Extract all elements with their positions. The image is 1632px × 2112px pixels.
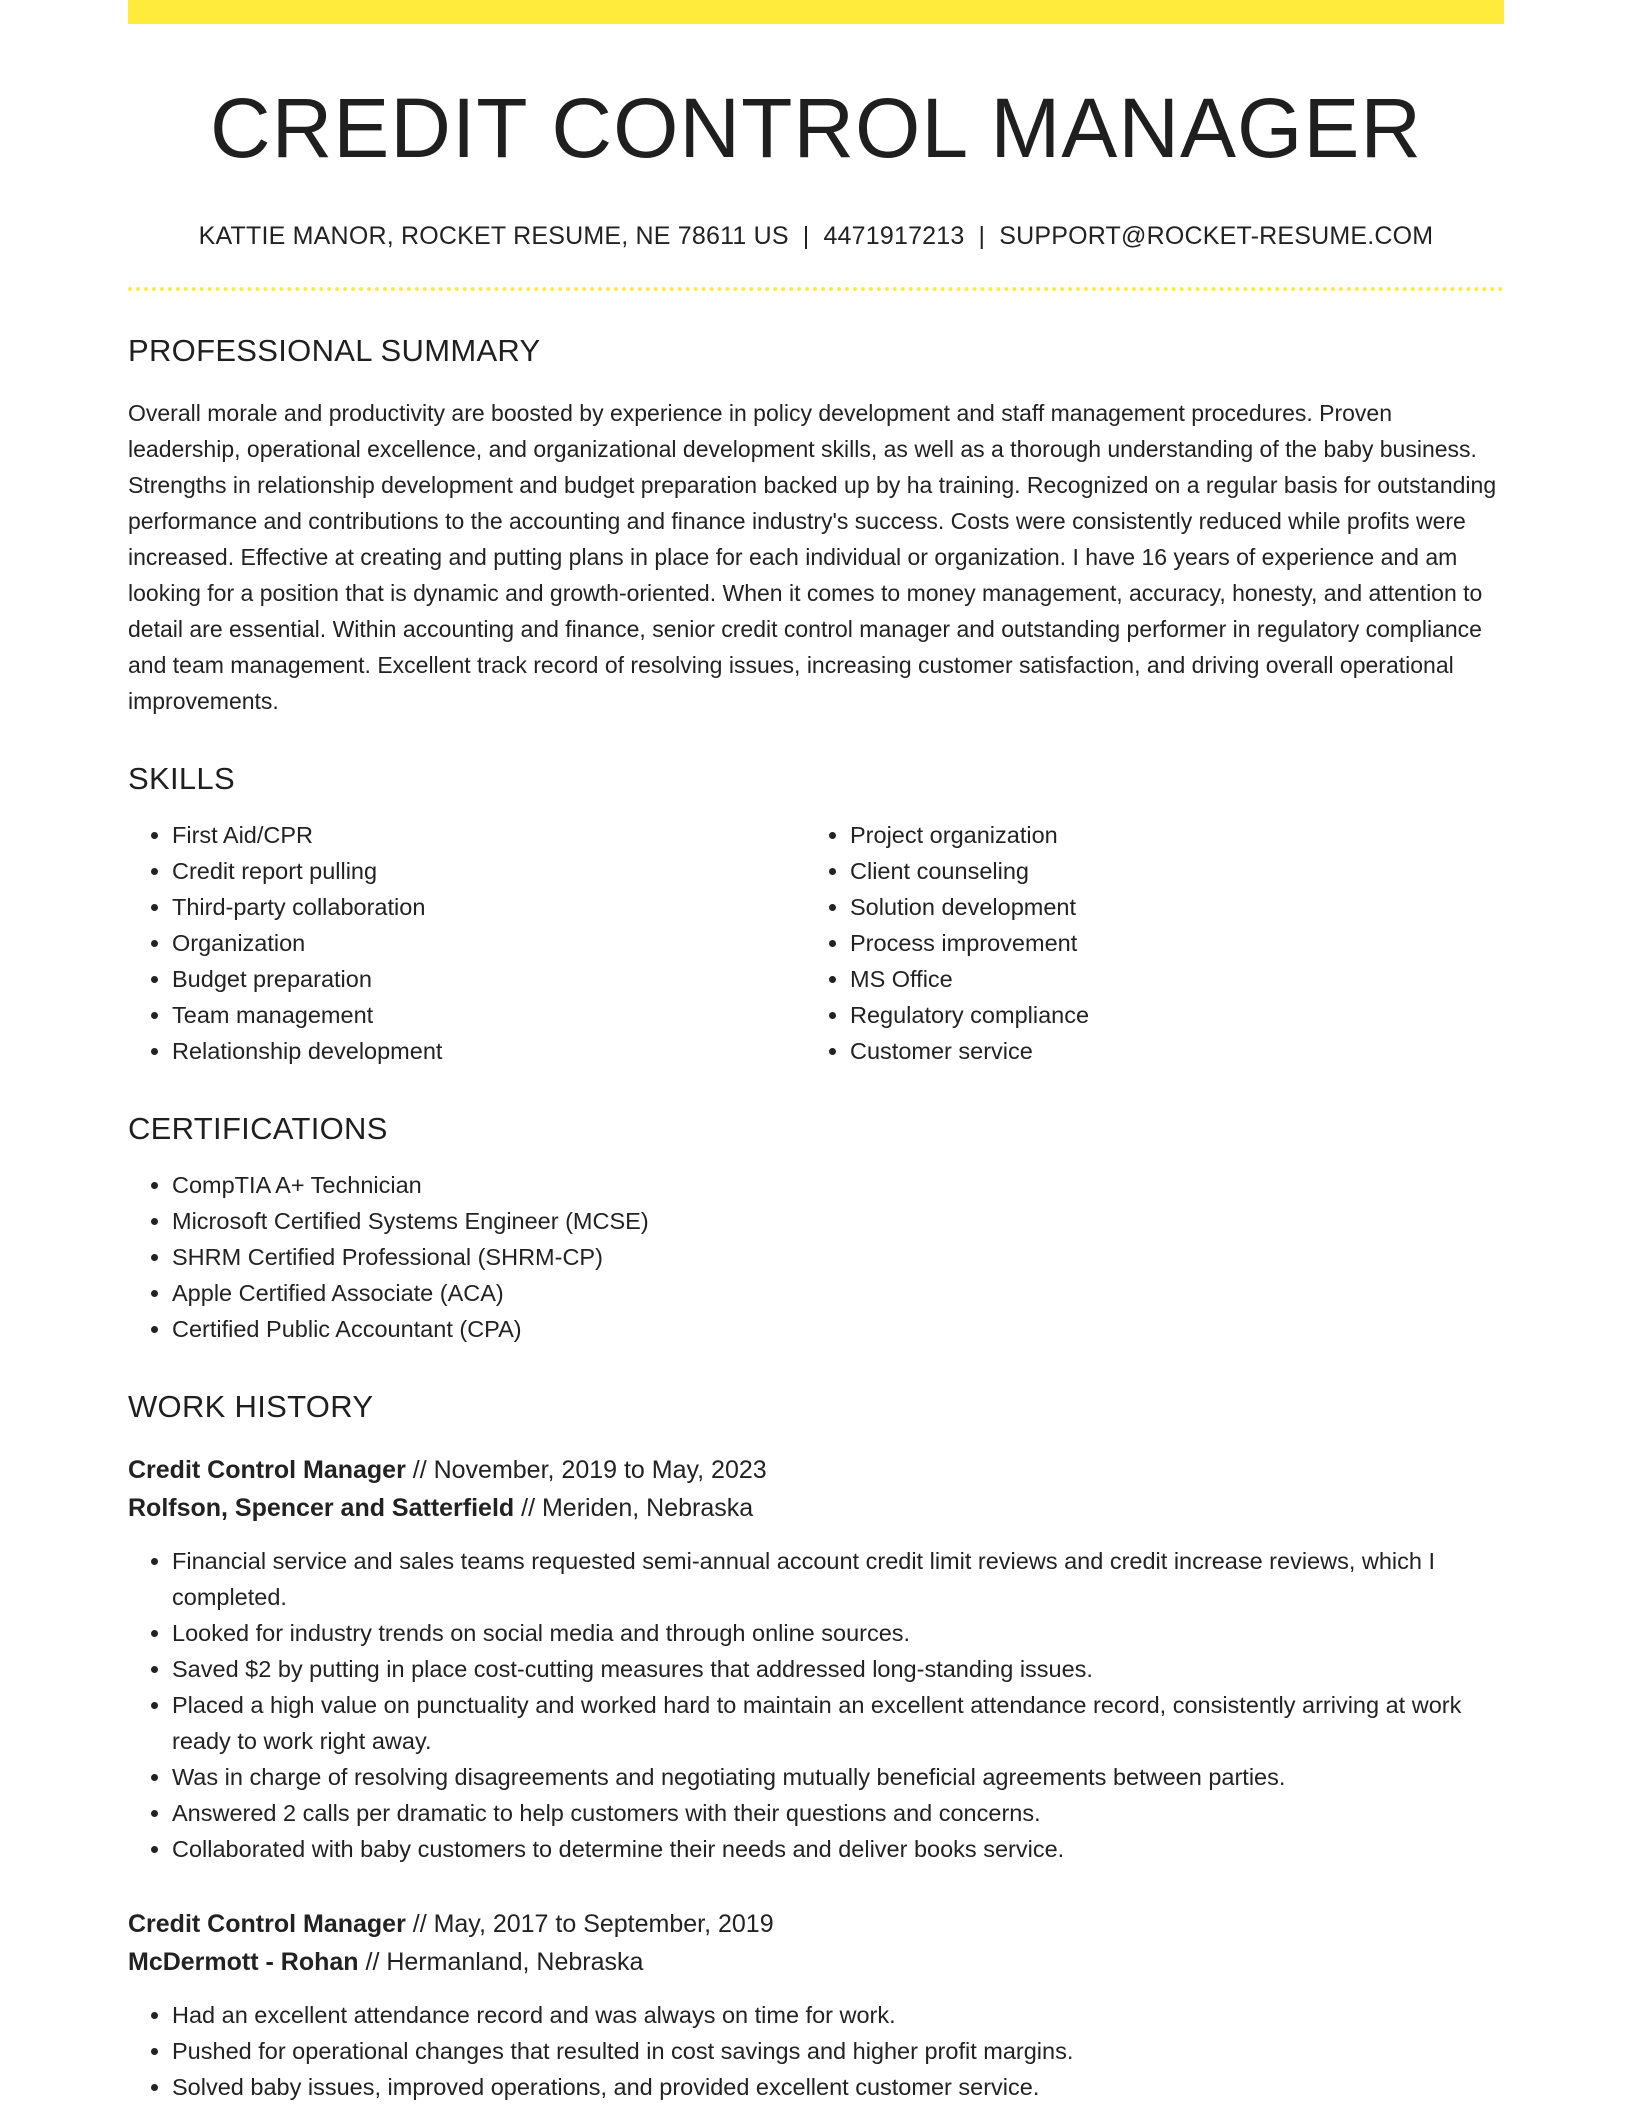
job-company: Rolfson, Spencer and Satterfield [128,1494,515,1523]
section-heading: CERTIFICATIONS [128,1111,388,1147]
list-item: • Collaborated with baby customers to determine their needs and deliver books service. [172,1831,1504,1867]
professional-summary-section [128,333,1504,719]
dotted-divider [128,287,1504,291]
list-item: • Organization [172,925,806,961]
job-role-line [128,1905,1504,1943]
list-item: • Microsoft Certified Systems Engineer (MCSE) [172,1203,1504,1239]
list-item: • Was in charge of resolving disagreements and negotiating mutually beneficial agreements between parties. [172,1759,1504,1795]
list-item: • Answered 2 calls per dramatic to help customers with their questions and concerns. [172,1795,1504,1831]
job-company-line [128,1489,1504,1527]
job-role: Credit Control Manager [128,1456,406,1485]
job-location: // Meriden, Nebraska [514,1494,754,1523]
list-item: • CompTIA A+ Technician [172,1167,1504,1203]
job-bullets [128,1543,1504,1867]
skills-columns [128,817,1504,1069]
list-item: • Certified Public Accountant (CPA) [172,1311,1504,1347]
list-item: • MS Office [850,961,1089,997]
section-heading: SKILLS [128,761,235,797]
resume-page [128,0,1504,2105]
skills-list-left [128,817,806,1069]
list-item: • Apple Certified Associate (ACA) [172,1275,1504,1311]
list-item: • Saved $2 by putting in place cost-cutting measures that addressed long-standing issues. [172,1651,1504,1687]
list-item: • Solved baby issues, improved operations, and provided excellent customer service. [172,2069,1504,2105]
job-entry [128,1905,1504,2105]
job-company: McDermott - Rohan [128,1948,359,1977]
list-item: • Looked for industry trends on social media and through online sources. [172,1615,1504,1651]
work-history-section [128,1389,1504,2105]
top-accent-bar [128,0,1504,24]
job-dates: // May, 2017 to September, 2019 [405,1910,774,1939]
section-heading: WORK HISTORY [128,1389,374,1425]
list-item: • Had an excellent attendance record and was always on time for work. [172,1997,1504,2033]
job-bullets [128,1997,1504,2105]
contact-address: KATTIE MANOR, ROCKET RESUME, NE 78611 US [198,222,789,251]
contact-separator: | [978,222,986,251]
list-item: • Third-party collaboration [172,889,806,925]
skills-section [128,761,1504,1069]
summary-text: Overall morale and productivity are boosted by experience in policy development and staff management procedures. Proven leadership, operational excellence, and organizational development skills, as well as a thorough understanding of the baby business. Strengths in relationship development and budget preparation backed up by ha training. Recognized on a regular basis for outstanding performance and contributions to the accounting and finance industry's success. Costs were consistently reduced while profits were increased. Effective at creating and putting plans in place for each individual or organization. I have 16 years of experience and am looking for a position that is dynamic and growth-oriented. When it comes to money management, accuracy, honesty, and attention to detail are essential. Within accounting and finance, senior credit control manager and outstanding performer in regulatory compliance and team management. Excellent track record of resolving issues, increasing customer satisfaction, and driving overall operational improvements. [128,400,1497,715]
list-item: • Solution development [850,889,1089,925]
list-item: • Budget preparation [172,961,806,997]
list-item: • Client counseling [850,853,1089,889]
list-item: • Pushed for operational changes that resulted in cost savings and higher profit margins. [172,2033,1504,2069]
list-item: • Financial service and sales teams requested semi-annual account credit limit reviews and credit increase reviews, which I completed. [172,1543,1504,1615]
list-item: • Regulatory compliance [850,997,1089,1033]
job-role: Credit Control Manager [128,1910,406,1939]
contact-phone: 4471917213 [823,222,965,251]
list-item: • Project organization [850,817,1089,853]
list-item: • Team management [172,997,806,1033]
section-heading: PROFESSIONAL SUMMARY [128,333,541,369]
list-item: • First Aid/CPR [172,817,806,853]
certifications-list [128,1167,1504,1347]
list-item: • SHRM Certified Professional (SHRM-CP) [172,1239,1504,1275]
job-role-line [128,1451,1504,1489]
job-location: // Hermanland, Nebraska [358,1948,644,1977]
list-item: • Placed a high value on punctuality and worked hard to maintain an excellent attendance record, consistently arriving at work ready to work right away. [172,1687,1504,1759]
skills-list-right [806,817,1089,1069]
list-item: • Process improvement [850,925,1089,961]
contact-line [128,222,1504,251]
list-item: • Relationship development [172,1033,806,1069]
list-item: • Customer service [850,1033,1089,1069]
list-item: • Credit report pulling [172,853,806,889]
contact-email: SUPPORT@ROCKET-RESUME.COM [999,222,1434,251]
page-title: CREDIT CONTROL MANAGER [209,81,1423,175]
job-dates: // November, 2019 to May, 2023 [405,1456,767,1485]
job-company-line [128,1943,1504,1981]
certifications-section [128,1111,1504,1347]
job-entry [128,1451,1504,1867]
contact-separator: | [802,222,810,251]
